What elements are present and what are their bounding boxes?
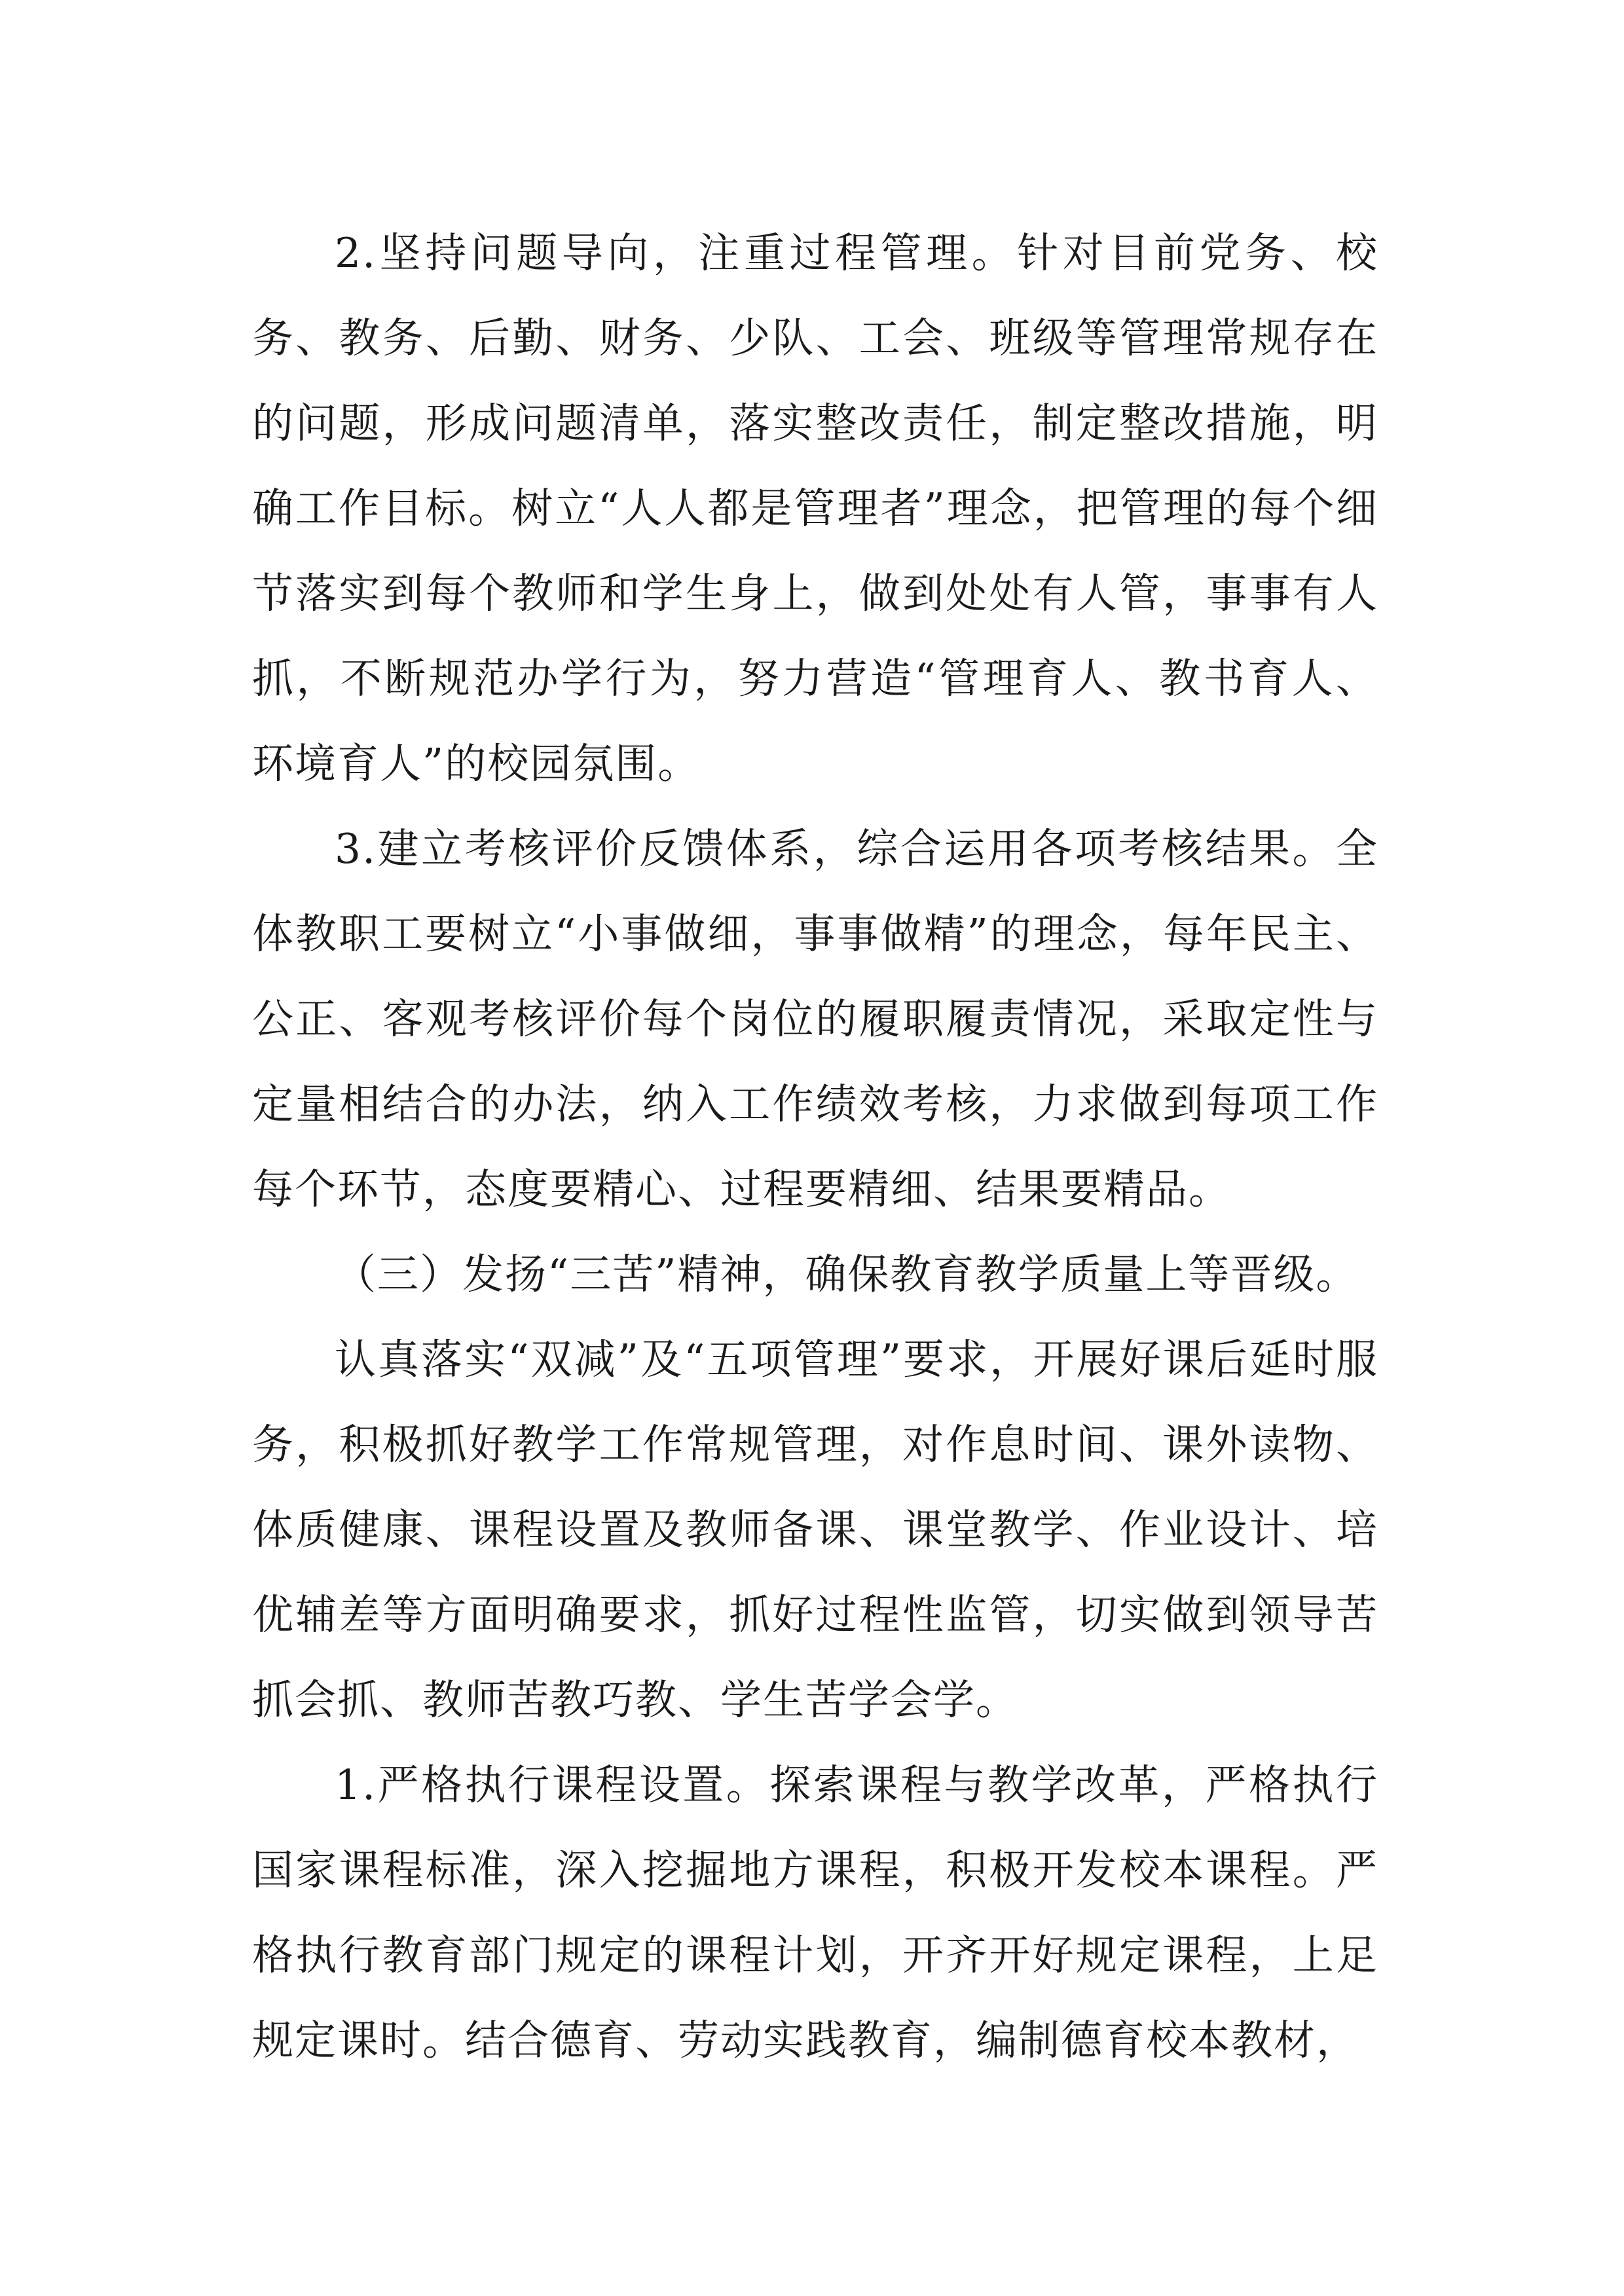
document-body xyxy=(252,211,1378,2083)
paragraph-double-reduction: 认真落实“双减”及“五项管理”要求，开展好课后延时服务，积极抓好教学工作常规管理，对作息时间、课外读物、体质健康、课程设置及教师备课、课堂教学、作业设计、培优辅差等方面明确要求，抓好过程性监管，切实做到领导苦抓会抓、教师苦教巧教、学生苦学会学。 xyxy=(252,1336,1378,1724)
paragraph-process-management: 2.坚持问题导向，注重过程管理。针对目前党务、校务、教务、后勤、财务、少队、工会、班级等管理常规存在的问题，形成问题清单，落实整改责任，制定整改措施，明确工作目标。树立“人人都是管理者”理念，把管理的每个细节落实到每个教师和学生身上，做到处处有人管，事事有人抓，不断规范办学行为，努力营造“管理育人、教书育人、环境育人”的校园氛围。 xyxy=(252,229,1378,788)
paragraph-evaluation-system: 3.建立考核评价反馈体系，综合运用各项考核结果。全体教职工要树立“小事做细，事事做精”的理念，每年民主、公正、客观考核评价每个岗位的履职履责情况，采取定性与定量相结合的办法，纳入工作绩效考核，力求做到每项工作每个环节，态度要精心、过程要精细、结果要精品。 xyxy=(252,825,1378,1213)
section-heading-three-hardships: （三）发扬“三苦”精神，确保教育教学质量上等晋级。 xyxy=(335,1250,1359,1298)
paragraph-curriculum-setting: 1.严格执行课程设置。探索课程与教学改革，严格执行国家课程标准，深入挖掘地方课程，积极开发校本课程。严格执行教育部门规定的课程计划，开齐开好规定课程，上足规定课时。结合德育、劳动实践教育，编制德育校本教材， xyxy=(252,1761,1378,2064)
